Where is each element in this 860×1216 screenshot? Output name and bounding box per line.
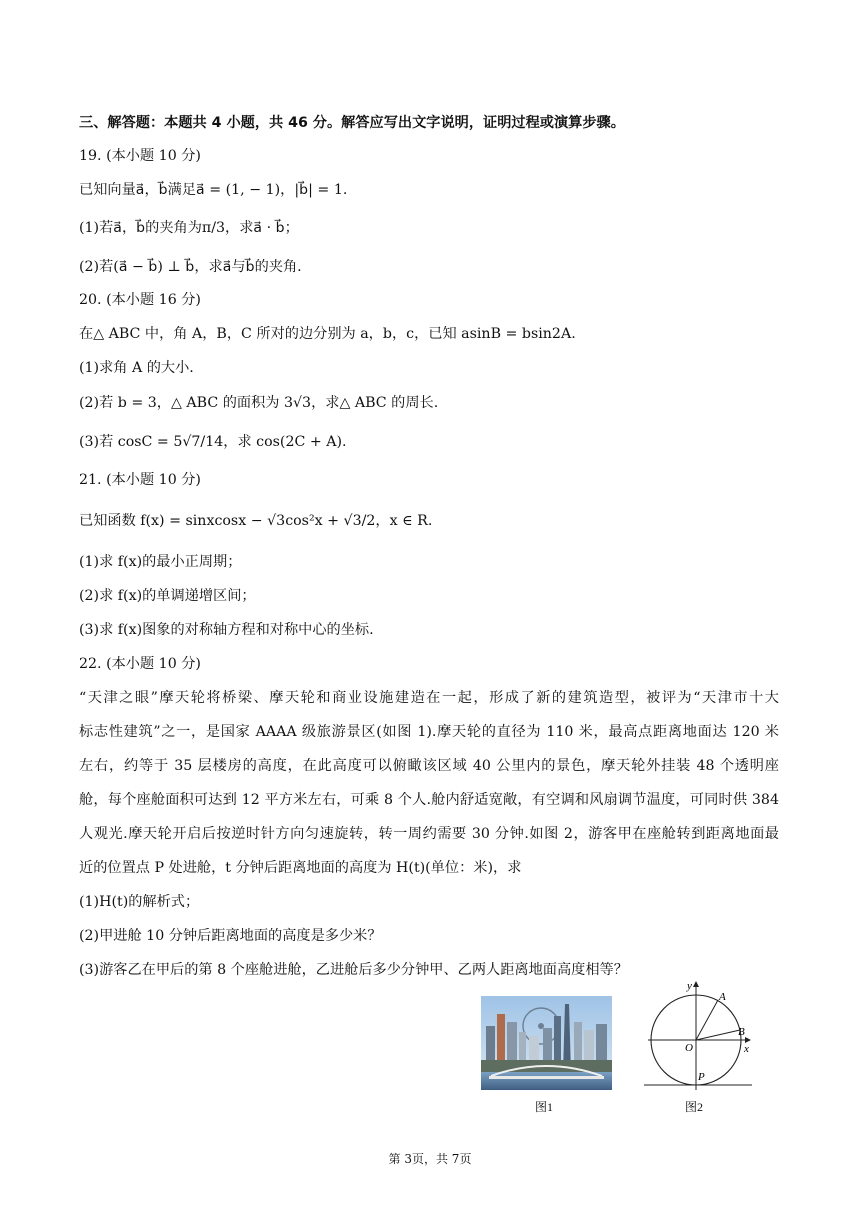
- q22-part1: (1)H(t)的解析式；: [79, 894, 200, 910]
- figure1-caption: 图1: [535, 1100, 554, 1114]
- q20-heading: 20. (本小题 16 分): [79, 292, 201, 308]
- tianjin-eye-photo: [481, 996, 612, 1090]
- q19-stem: 已知向量a⃗，b⃗满足a⃗ = (1, − 1)，|b⃗| = 1.: [79, 182, 348, 198]
- label-P: P: [698, 1071, 705, 1083]
- q22-heading: 22. (本小题 10 分): [79, 656, 201, 672]
- label-A: A: [719, 991, 726, 1003]
- q22-stem-line: 标志性建筑”之一，是国家 AAAA 级旅游景区(如图 1).摩天轮的直径为 110 米，最高点距离地面达 120 米: [79, 724, 779, 740]
- radius-OB: [696, 1030, 740, 1040]
- q20-part2: (2)若 b = 3，△ ABC 的面积为 3√3，求△ ABC 的周长.: [79, 395, 439, 411]
- figure2-caption: 图2: [685, 1100, 704, 1114]
- q21-part1: (1)求 f(x)的最小正周期；: [79, 554, 242, 570]
- ferris-wheel-diagram: [640, 978, 760, 1094]
- section-heading: 三、解答题：本题共 4 小题，共 46 分。解答应写出文字说明，证明过程或演算步骤。: [79, 115, 625, 131]
- q21-stem: 已知函数 f(x) = sinxcosx − √3cos²x + √3/2，x ∈ R.: [79, 513, 433, 529]
- q22-stem-line: “天津之眼”摩天轮将桥梁、摩天轮和商业设施建造在一起，形成了新的建筑造型，被评为“天津市十大: [79, 690, 779, 706]
- q21-heading: 21. (本小题 10 分): [79, 472, 201, 488]
- q21-part3: (3)求 f(x)图象的对称轴方程和对称中心的坐标.: [79, 622, 374, 638]
- q19-heading: 19. (本小题 10 分): [79, 148, 201, 164]
- label-O: O: [685, 1042, 693, 1054]
- q20-part3: (3)若 cosC = 5√7/14，求 cos(2C + A).: [79, 434, 347, 450]
- q20-part1: (1)求角 A 的大小.: [79, 360, 194, 376]
- q22-part2: (2)甲进舱 10 分钟后距离地面的高度是多少米？: [79, 928, 382, 944]
- q22-stem-line: 舱，每个座舱面积可达到 12 平方米左右，可乘 8 个人.舱内舒适宽敞，有空调和风扇调节温度，可同时供 384: [79, 792, 779, 808]
- q22-stem-line: 左右，约等于 35 层楼房的高度，在此高度可以俯瞰该区域 40 公里内的景色，摩天轮外挂装 48 个透明座: [79, 758, 779, 774]
- q20-stem: 在△ ABC 中，角 A，B，C 所对的边分别为 a，b，c，已知 asinB = bsin2A.: [79, 326, 576, 342]
- label-y: y: [687, 980, 692, 992]
- q21-part2: (2)求 f(x)的单调递增区间；: [79, 588, 256, 604]
- label-B: B: [738, 1026, 745, 1038]
- page-footer: 第 3页，共 7页: [388, 1152, 472, 1166]
- q19-part2: (2)若(a⃗ − b⃗) ⊥ b⃗，求a⃗与b⃗的夹角.: [79, 259, 302, 275]
- q22-part3: (3)游客乙在甲后的第 8 个座舱进舱，乙进舱后多少分钟甲、乙两人距离地面高度相等？: [79, 962, 628, 978]
- q22-stem-line: 近的位置点 P 处进舱，t 分钟后距离地面的高度为 H(t)(单位：米)，求: [79, 860, 522, 876]
- q22-stem-line: 人观光.摩天轮开启后按逆时针方向匀速旋转，转一周约需要 30 分钟.如图 2，游客甲在座舱转到距离地面最: [79, 826, 779, 842]
- q19-part1: (1)若a⃗，b⃗的夹角为π/3，求a⃗ · b⃗；: [79, 220, 299, 236]
- label-x: x: [744, 1043, 749, 1055]
- radius-OA: [696, 1000, 718, 1040]
